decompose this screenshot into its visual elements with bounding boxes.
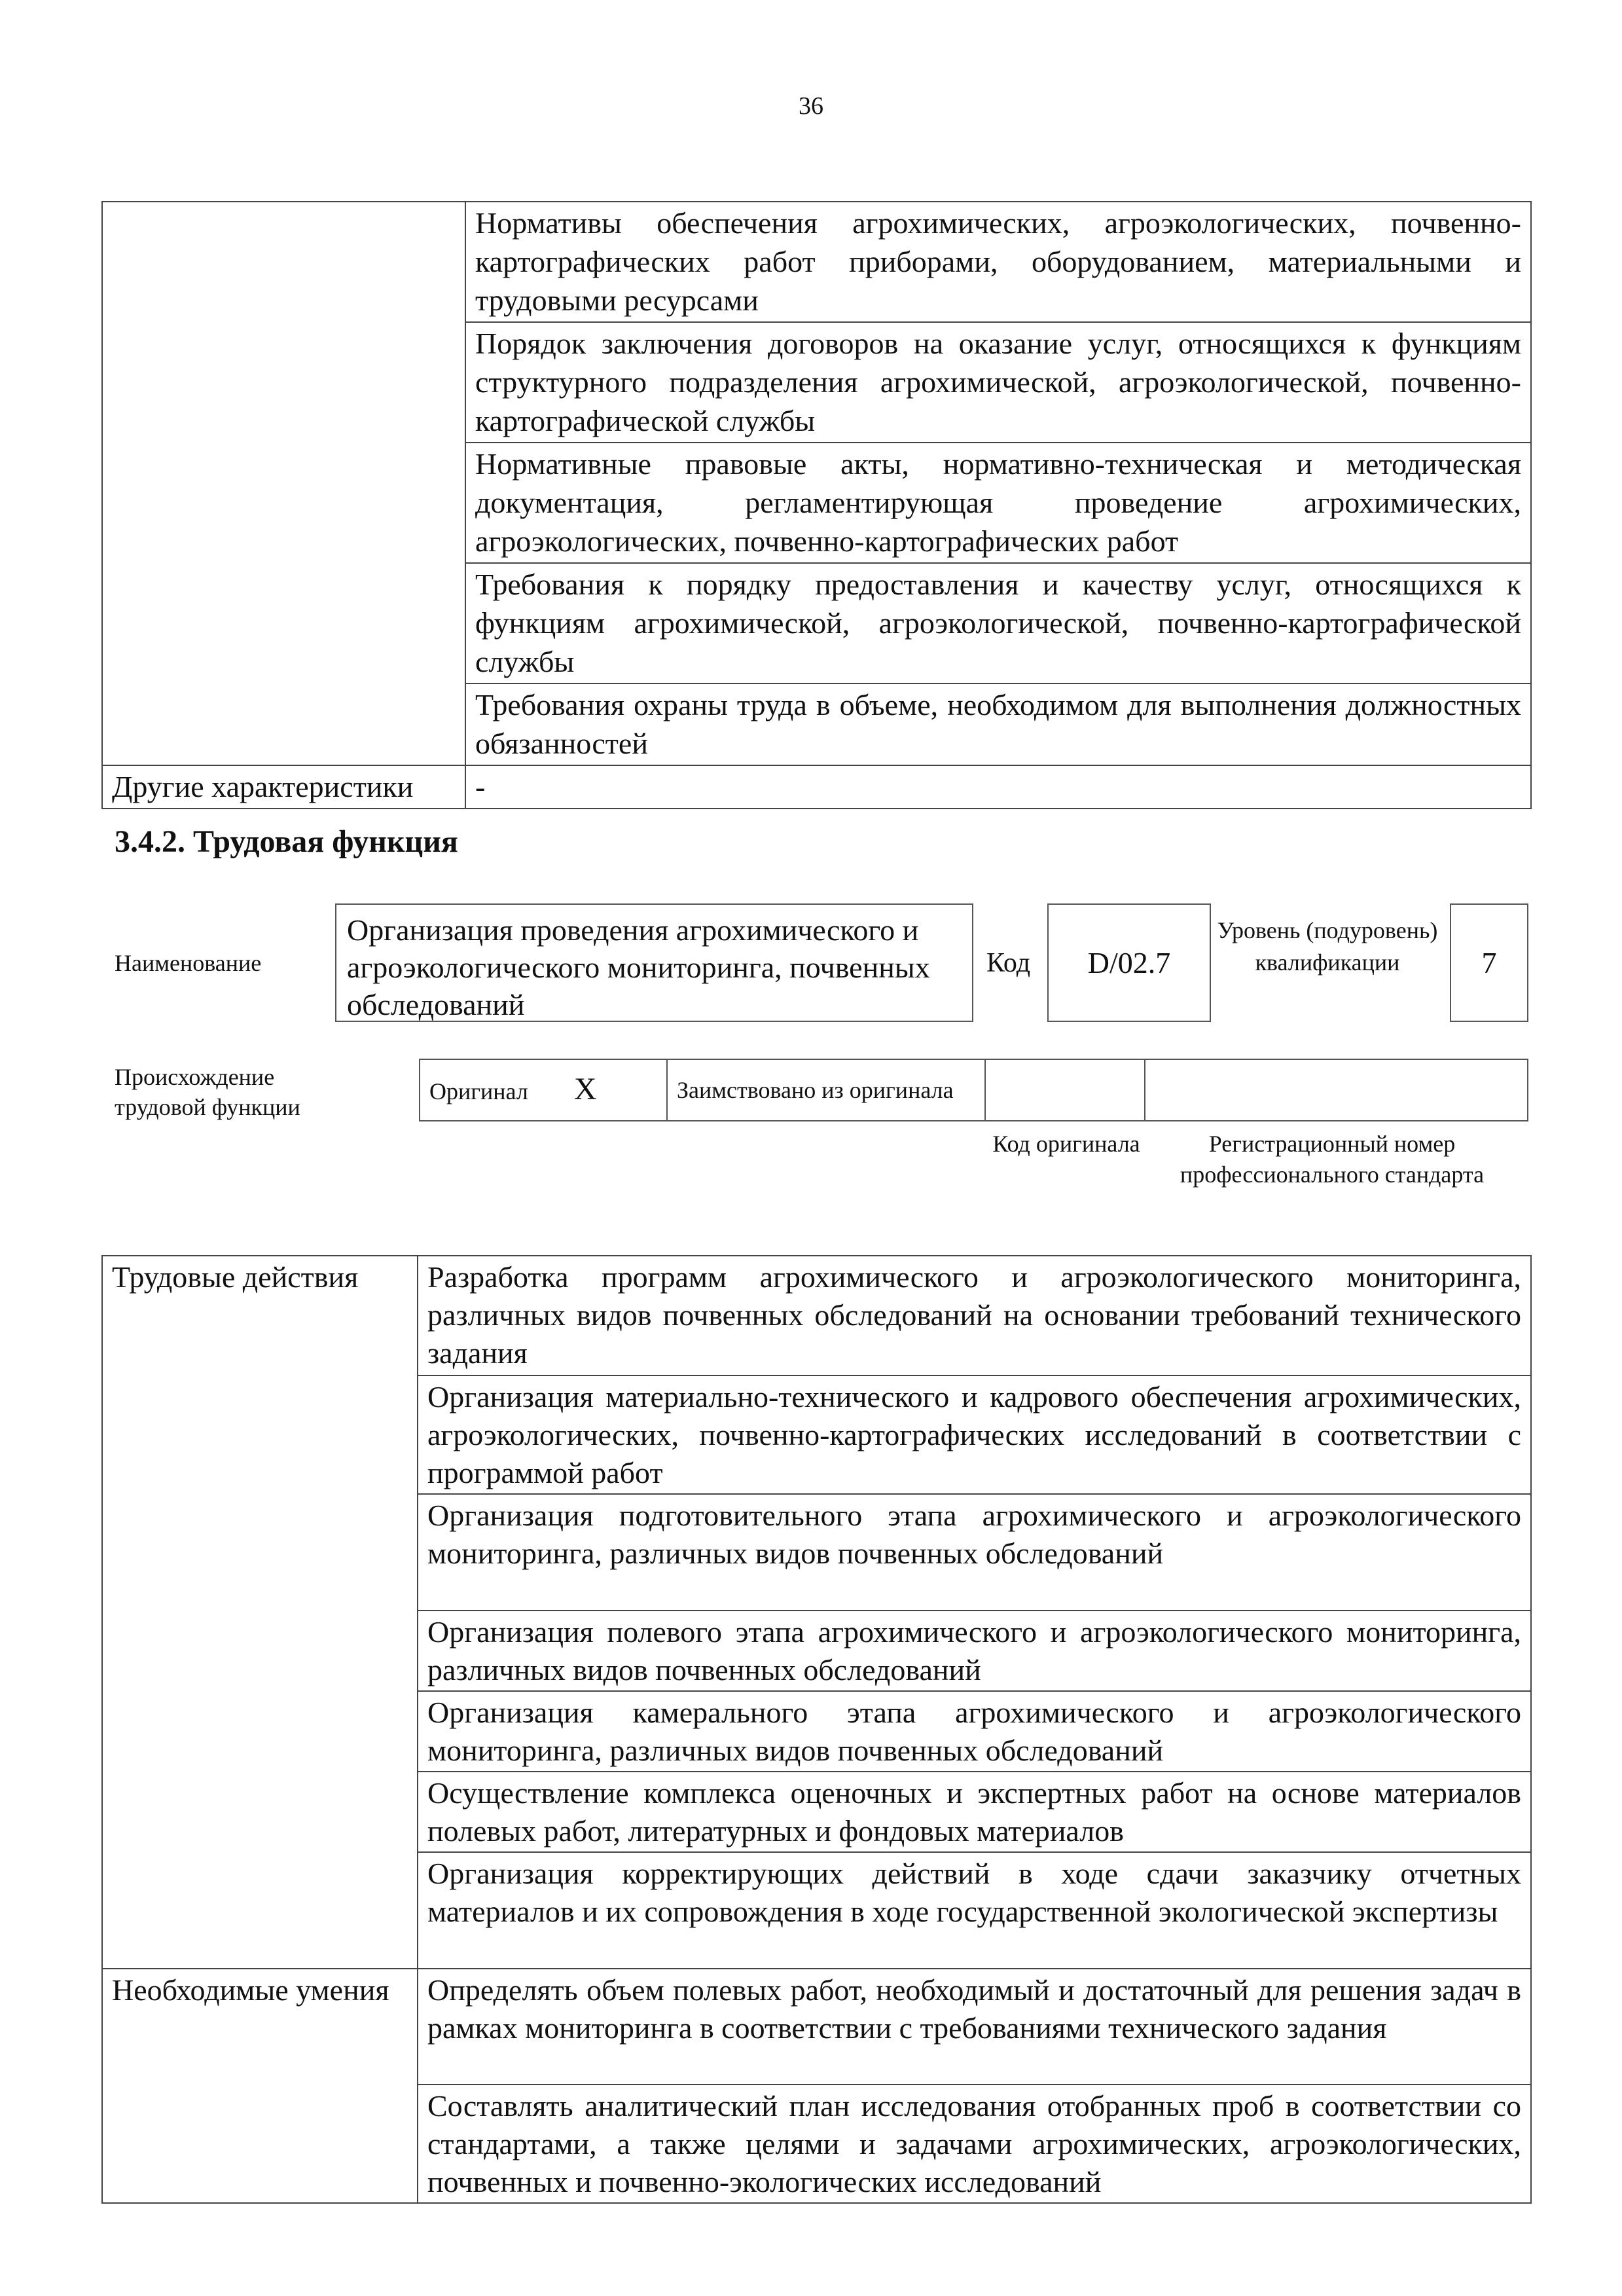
table-row: Требования к порядку предоставления и качеству услуг, относящихся к функциям агрохимической, агроэкологической, почвенно-картографической службы <box>465 563 1531 683</box>
borrowed-label: Заимствовано из оригинала <box>667 1059 985 1121</box>
table-row: Порядок заключения договоров на оказание услуг, относящихся к функциям структурного подразделения агрохимической, агроэкологической, почвенно-картографической службы <box>465 322 1531 443</box>
registration-number-cell <box>1145 1059 1528 1121</box>
original-code-cell <box>985 1059 1145 1121</box>
section-heading: 3.4.2. Трудовая функция <box>115 824 458 859</box>
table-row: Организация материально-технического и кадрового обеспечения агрохимических, агроэкологических, почвенно-картографических исследований в соответствии с программой работ <box>418 1376 1531 1494</box>
table-row: Организация корректирующих действий в ходе сдачи заказчику отчетных материалов и их сопровождения в ходе государственной экологической экспертизы <box>418 1852 1531 1969</box>
other-characteristics-label: Другие характеристики <box>102 765 465 809</box>
table-row: Определять объем полевых работ, необходимый и достаточный для решения задач в рамках мониторинга в соответствии с требованиями технического задания <box>418 1969 1531 2085</box>
requirements-table-continued <box>101 201 1532 809</box>
original-label: Оригинал <box>429 1078 528 1104</box>
table-row: Требования охраны труда в объеме, необходимом для выполнения должностных обязанностей <box>465 683 1531 765</box>
original-mark: X <box>573 1071 597 1106</box>
table-row: Организация камерального этапа агрохимического и агроэкологического мониторинга, различных видов почвенных обследований <box>418 1691 1531 1772</box>
original-cell <box>420 1059 667 1121</box>
table-row: Составлять аналитический план исследования отобранных проб в соответствии со стандартами, а также целями и задачами агрохимических, агроэкологических, почвенных и почвенно-экологических исследований <box>418 2085 1531 2203</box>
labor-function-details-table <box>101 1255 1532 2204</box>
table-row: Осуществление комплекса оценочных и экспертных работ на основе материалов полевых работ, литературных и фондовых материалов <box>418 1772 1531 1852</box>
function-name-box: Организация проведения агрохимического и агроэкологического мониторинга, почвенных обследований <box>335 903 973 1022</box>
qualification-level-label: Уровень (подуровень) квалификации <box>1217 917 1438 975</box>
registration-caption: Регистрационный номер профессионального стандарта <box>1180 1131 1485 1188</box>
code-label: Код <box>986 948 1031 978</box>
origin-label: Происхождение трудовой функции <box>115 1064 300 1120</box>
qualification-level-box: 7 <box>1450 903 1528 1022</box>
empty-label-cell <box>102 202 465 765</box>
other-characteristics-value: - <box>465 765 1531 809</box>
table-row: Разработка программ агрохимического и агроэкологического мониторинга, различных видов почвенных обследований на основании требований технического задания <box>418 1256 1531 1376</box>
function-code-box: D/02.7 <box>1047 903 1211 1022</box>
table-row: Нормативы обеспечения агрохимических, агроэкологических, почвенно-картографических работ приборами, оборудованием, материальными и трудовыми ресурсами <box>465 202 1531 322</box>
name-label: Наименование <box>115 950 262 976</box>
skills-label: Необходимые умения <box>102 1969 418 2203</box>
page-number: 36 <box>799 92 823 120</box>
table-row: Организация полевого этапа агрохимического и агроэкологического мониторинга, различных видов почвенных обследований <box>418 1611 1531 1691</box>
code-caption: Код оригинала <box>992 1131 1140 1157</box>
table-row: Организация подготовительного этапа агрохимического и агроэкологического мониторинга, различных видов почвенных обследований <box>418 1494 1531 1611</box>
actions-label: Трудовые действия <box>102 1256 418 1969</box>
origin-row <box>419 1059 1528 1121</box>
table-row: Нормативные правовые акты, нормативно-техническая и методическая документация, регламентирующая проведение агрохимических, агроэкологических, почвенно-картографических работ <box>465 443 1531 563</box>
